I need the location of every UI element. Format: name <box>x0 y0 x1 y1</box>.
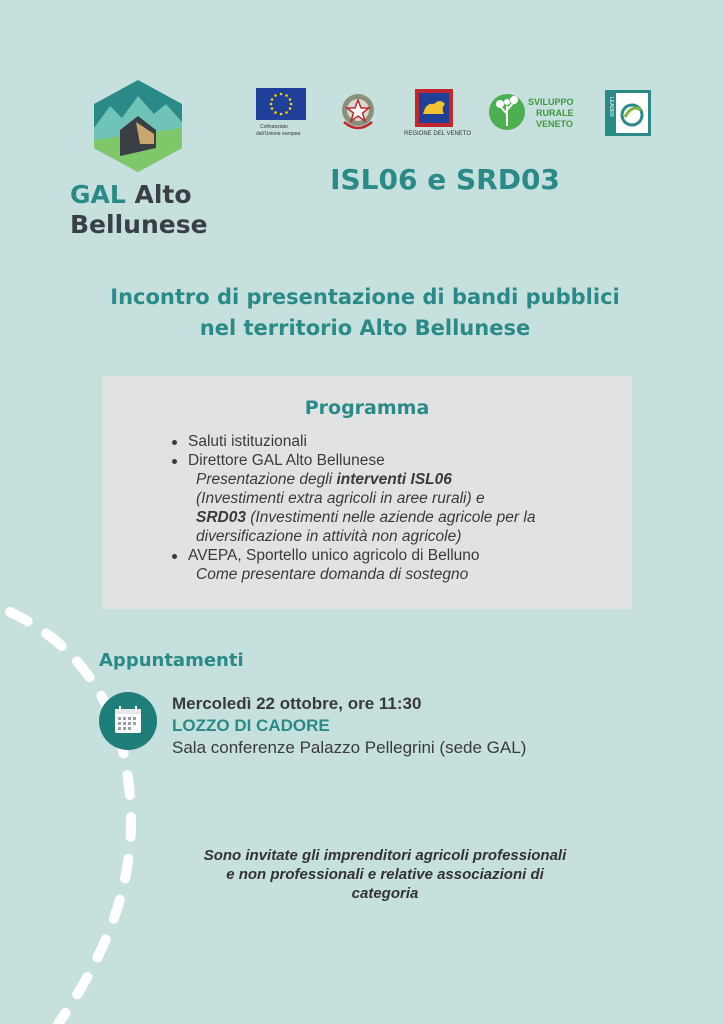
item-description <box>188 508 535 527</box>
desc-text: (Investimenti nelle aziende agricole per la <box>245 509 536 526</box>
appointment-venue: Sala conferenze Palazzo Pellegrini (sede GAL) <box>172 738 527 757</box>
eu-caption-1: Cofinanziato <box>260 124 288 130</box>
desc-text: Presentazione degli <box>196 471 337 488</box>
item-description <box>188 470 535 489</box>
desc-bold: interventi ISL06 <box>336 471 452 488</box>
appointment-place: LOZZO DI CADORE <box>172 716 330 735</box>
italian-republic-emblem <box>336 88 380 141</box>
regione-veneto-logo <box>404 88 472 137</box>
desc-text: Come presentare domanda di sostegno <box>196 566 469 583</box>
psr-line-3: VENETO <box>536 119 573 129</box>
programma-item-avepa <box>170 546 535 584</box>
lion-of-saint-mark-icon <box>414 88 454 128</box>
item-label: Direttore GAL Alto Bellunese <box>188 452 385 469</box>
gal-logo <box>70 78 210 240</box>
emblem-icon <box>336 88 380 136</box>
invitation-note <box>160 846 610 903</box>
desc-bold: SRD03 <box>196 509 246 526</box>
psr-line-1: SVILUPPO <box>528 97 574 107</box>
subtitle-line-1: Incontro di presentazione di bandi pubblici <box>110 285 620 309</box>
intervention-codes-title: ISL06 e SRD03 <box>330 163 560 196</box>
leader-logo <box>605 90 651 141</box>
veneto-caption: REGIONE DEL VENETO <box>404 131 472 137</box>
event-subtitle <box>60 282 670 344</box>
appointment-details <box>172 693 526 759</box>
logo-wordmark <box>70 180 210 240</box>
invite-line-2: e non professionali e relative associazioni di <box>226 866 544 883</box>
mountain-hut-icon <box>92 78 184 174</box>
subtitle-line-2: nel territorio Alto Bellunese <box>199 316 531 340</box>
psr-veneto-logo <box>488 88 588 141</box>
eu-logo <box>256 88 310 137</box>
eu-flag-icon <box>256 88 306 120</box>
programma-item-direttore <box>170 451 535 546</box>
invite-line-3: categoria <box>351 885 419 902</box>
item-label: AVEPA, Sportello unico agricolo di Belluno <box>188 547 480 564</box>
leader-label: LEADER <box>608 96 615 118</box>
logo-alto-text: Alto <box>125 180 192 209</box>
logo-gal-text: GAL <box>70 180 126 209</box>
sponsor-logos <box>256 88 656 142</box>
programma-item-saluti <box>170 432 535 451</box>
tree-icon <box>488 88 526 136</box>
calendar-badge <box>99 692 157 750</box>
programma-list <box>170 432 535 584</box>
eu-caption-2: dall'Unione europea <box>256 131 301 137</box>
logo-bellunese-text: Bellunese <box>70 210 208 239</box>
programma-box <box>102 376 632 609</box>
programma-heading: Programma <box>304 397 430 419</box>
appuntamenti-heading: Appuntamenti <box>99 650 244 671</box>
appointment-date: Mercoledì 22 ottobre, ore 11:30 <box>172 694 422 713</box>
calendar-icon <box>99 692 157 750</box>
desc-text: (Investimenti extra agricoli in aree rurali) e <box>196 490 485 507</box>
psr-line-2: RURALE <box>536 108 574 118</box>
desc-text: diversificazione in attività non agricole) <box>196 528 462 545</box>
item-label: Saluti istituzionali <box>188 433 307 450</box>
invite-line-1: Sono invitate gli imprenditori agricoli professionali <box>203 847 567 864</box>
